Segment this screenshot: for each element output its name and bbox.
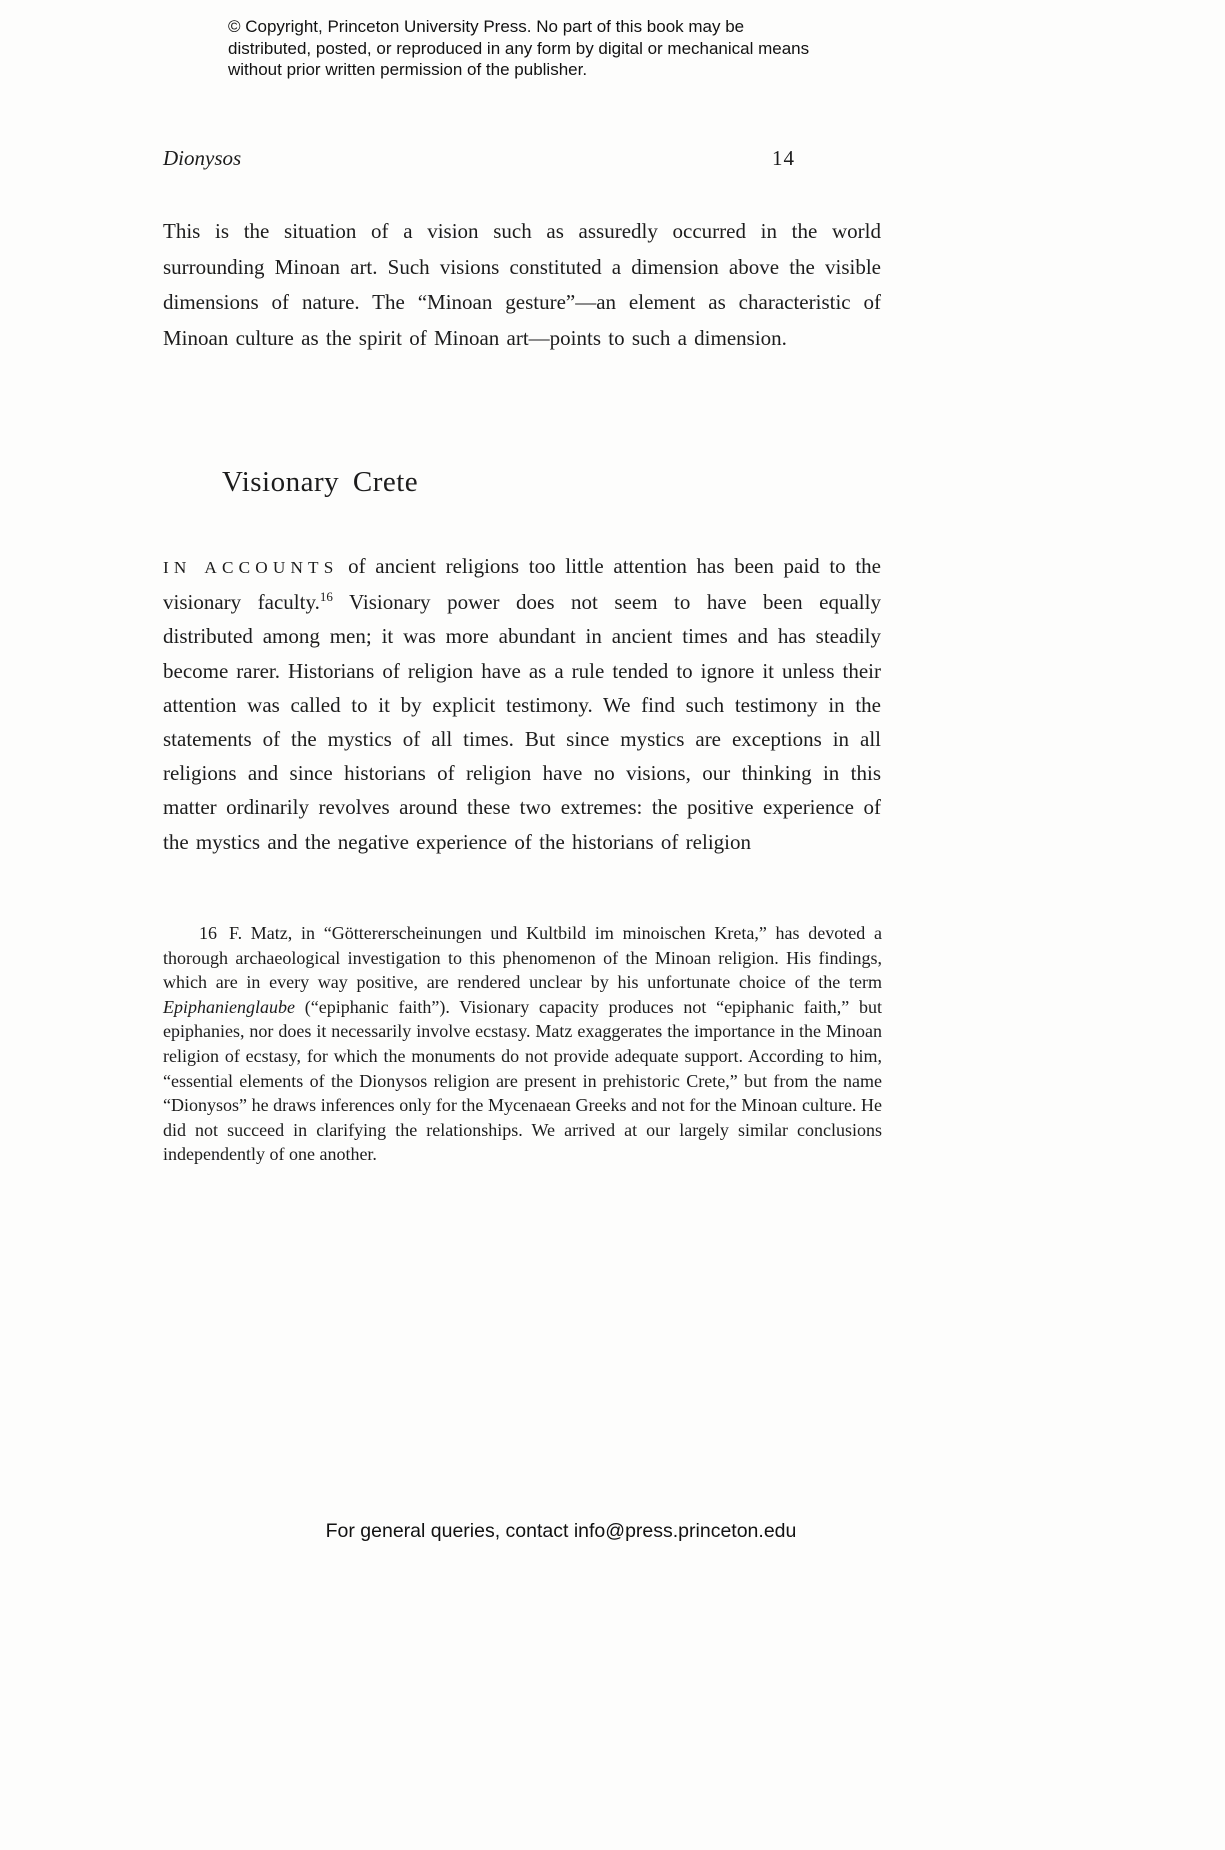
page-number: 14 <box>772 146 795 170</box>
page-footer: For general queries, contact info@press.princeton.edu <box>325 1520 797 1542</box>
intro-paragraph: This is the situation of a vision such as assuredly occurred in the world surrounding Minoan art. Such visions constituted a dimension above the visible dimensions of nature. The “Minoan gesture”—an element as characteristic of Minoan culture as the spirit of Minoan art—points to such a dimension. <box>163 219 881 350</box>
footnote-number: 16 <box>199 923 217 943</box>
book-title: Dionysos <box>163 146 242 170</box>
copyright-notice: © Copyright, Princeton University Press. No part of this book may be distributed, posted, or reproduced in any form by digital or mechanical means without prior written permission of the publisher. <box>228 17 810 79</box>
running-header <box>163 146 881 171</box>
footnote <box>163 921 882 1167</box>
footnote-text-part1: F. Matz, in “Göttererscheinungen und Kultbild im minoischen Kreta,” has devoted a thorough archaeological investigation to this phenomenon of the Minoan religion. His findings, which are in every way positive, are rendered unclear by his unfortunate choice of the term <box>163 923 882 993</box>
paragraph-text-before-ref: of ancient religions too little attention has been paid to the visionary faculty. <box>163 554 881 615</box>
section-heading: Visionary Crete <box>222 466 419 498</box>
footnote-reference: 16 <box>319 589 333 605</box>
paragraph-text-after-ref: Visionary power does not seem to have been equally distributed among men; it was more abundant in ancient times and has steadily become rarer. Historians of religion have as a rule tended to ignore it unless their attention was called to it by explicit testimony. We find such testimony in the statements of the mystics of all times. But since mystics are exceptions in all religions and since historians of religion have no visions, our thinking in this matter ordinarily revolves around these two extremes: the positive experience of the mystics and the negative experience of the historians of religion <box>163 590 881 854</box>
section-paragraph <box>163 549 881 859</box>
footnote-italic-term: Epiphanienglaube <box>163 996 295 1017</box>
smallcaps-lead: IN ACCOUNTS <box>163 558 339 577</box>
footnote-text-part2: (“epiphanic faith”). Visionary capacity produces not “epiphanic faith,” but epiphanies, nor does it necessarily involve ecstasy. Matz exaggerates the importance in the Minoan religion of ecstasy, for which the monuments do not provide adequate support. According to him, “essential elements of the Dionysos religion are present in prehistoric Crete,” but from the name “Dionysos” he draws inferences only for the Mycenaean Greeks and not for the Minoan culture. He did not succeed in clarifying the relationships. We arrived at our largely similar conclusions independently of one another. <box>163 996 882 1165</box>
